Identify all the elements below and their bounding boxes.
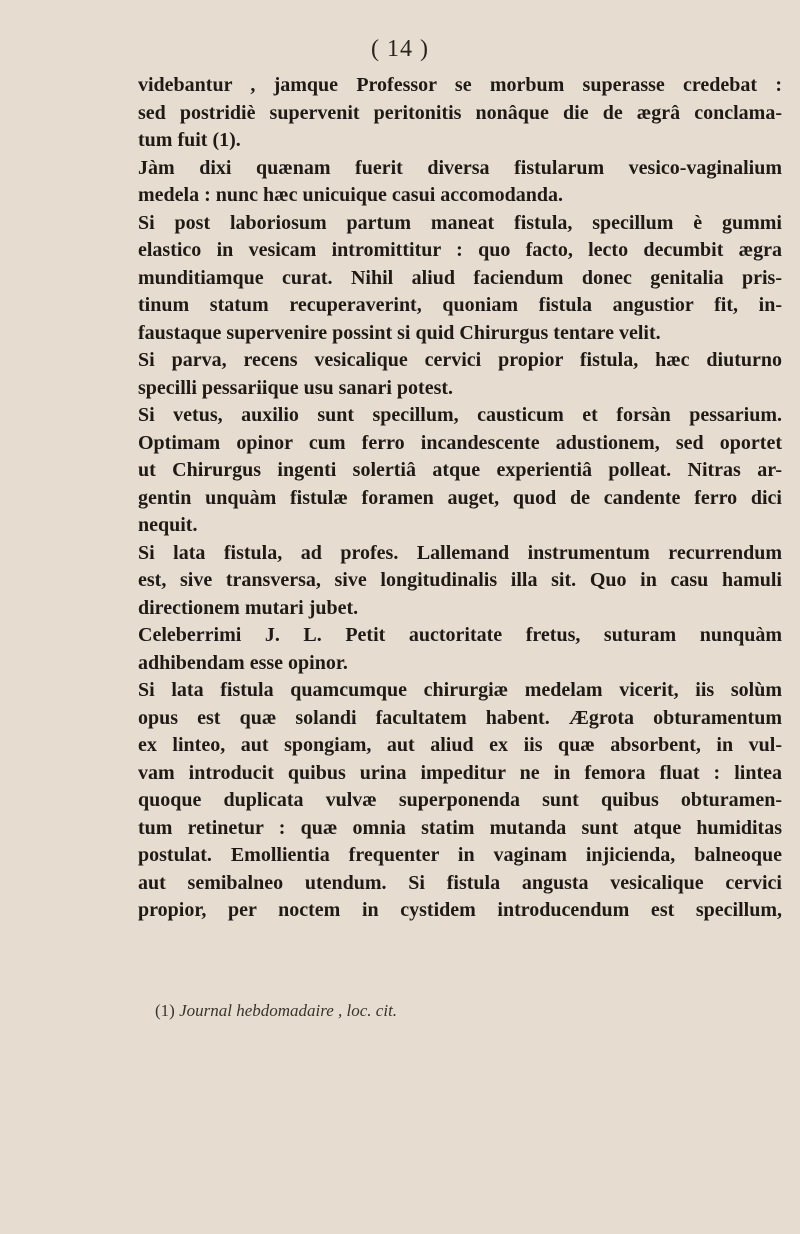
text-line: quoque duplicata vulvæ superponenda sunt quibus obturamen- [138, 789, 782, 811]
text-line: elastico in vesicam intromittitur : quo facto, lecto decumbit ægra [138, 239, 782, 261]
text-line: tum fuit (1). [138, 129, 241, 151]
text-line: tinum statum recuperaverint, quoniam fistula angustior fit, in- [138, 294, 782, 316]
text-line: Celeberrimi J. L. Petit auctoritate fretus, suturam nunquàm [138, 624, 782, 646]
text-line: propior, per noctem in cystidem introducendum est specillum, [138, 899, 782, 921]
body-text [138, 72, 782, 925]
text-line: sed postridiè supervenit peritonitis nonâque die de ægrâ conclama- [138, 101, 782, 124]
paragraph [138, 72, 782, 155]
text-line: videbantur , jamque Professor se morbum superasse credebat : [138, 74, 782, 96]
text-line: specilli pessariique usu sanari potest. [138, 376, 454, 399]
text-line: munditiamque curat. Nihil aliud faciendum donec genitalia pris- [138, 266, 782, 289]
paragraph [138, 402, 782, 540]
text-line: Optimam opinor cum ferro incandescente adustionem, sed oportet [138, 431, 782, 454]
text-line: est, sive transversa, sive longitudinalis illa sit. Quo in casu hamuli [138, 569, 782, 591]
text-line: tum retinetur : quæ omnia statim mutanda sunt atque humiditas [138, 816, 782, 839]
footnote-source: Journal hebdomadaire , loc. cit. [179, 1001, 398, 1020]
text-line: Si lata fistula, ad profes. Lallemand instrumentum recurrendum [138, 541, 782, 564]
footnote-marker: (1) [155, 1001, 175, 1020]
text-line: directionem mutari jubet. [138, 596, 359, 619]
text-line: ut Chirurgus ingenti solertiâ atque experientiâ polleat. Nitras ar- [138, 459, 782, 481]
text-line: vam introducit quibus urina impeditur ne in femora fluat : lintea [138, 761, 782, 784]
paragraph [138, 155, 782, 210]
text-line: Si post laboriosum partum maneat fistula, specillum è gummi [138, 211, 782, 234]
text-line: opus est quæ solandi facultatem habent. Ægrota obturamentum [138, 706, 782, 729]
paragraph [138, 677, 782, 925]
text-line: Jàm dixi quænam fuerit diversa fistularum vesico-vaginalium [138, 156, 782, 179]
text-line: ex linteo, aut spongiam, aut aliud ex iis quæ absorbent, in vul- [138, 734, 782, 756]
text-line: aut semibalneo utendum. Si fistula angusta vesicalique cervici [138, 871, 782, 894]
text-line: Si lata fistula quamcumque chirurgiæ medelam vicerit, iis solùm [138, 679, 782, 701]
text-line: Si parva, recens vesicalique cervici propior fistula, hæc diuturno [138, 349, 782, 371]
text-line: gentin unquàm fistulæ foramen auget, quod de candente ferro dici [138, 486, 782, 509]
text-line: Si vetus, auxilio sunt specillum, causticum et forsàn pessarium. [138, 404, 782, 426]
paragraph [138, 347, 782, 402]
text-line: faustaque supervenire possint si quid Chirurgus tentare velit. [138, 321, 661, 344]
paragraph [138, 210, 782, 348]
footnote [155, 1001, 755, 1021]
text-line: adhibendam esse opinor. [138, 651, 348, 674]
text-line: postulat. Emollientia frequenter in vaginam injicienda, balneoque [138, 844, 782, 866]
page-number: ( 14 ) [371, 36, 429, 62]
text-line: nequit. [138, 514, 198, 536]
paragraph [138, 540, 782, 623]
text-line: medela : nunc hæc unicuique casui accomodanda. [138, 184, 564, 206]
paragraph [138, 622, 782, 677]
